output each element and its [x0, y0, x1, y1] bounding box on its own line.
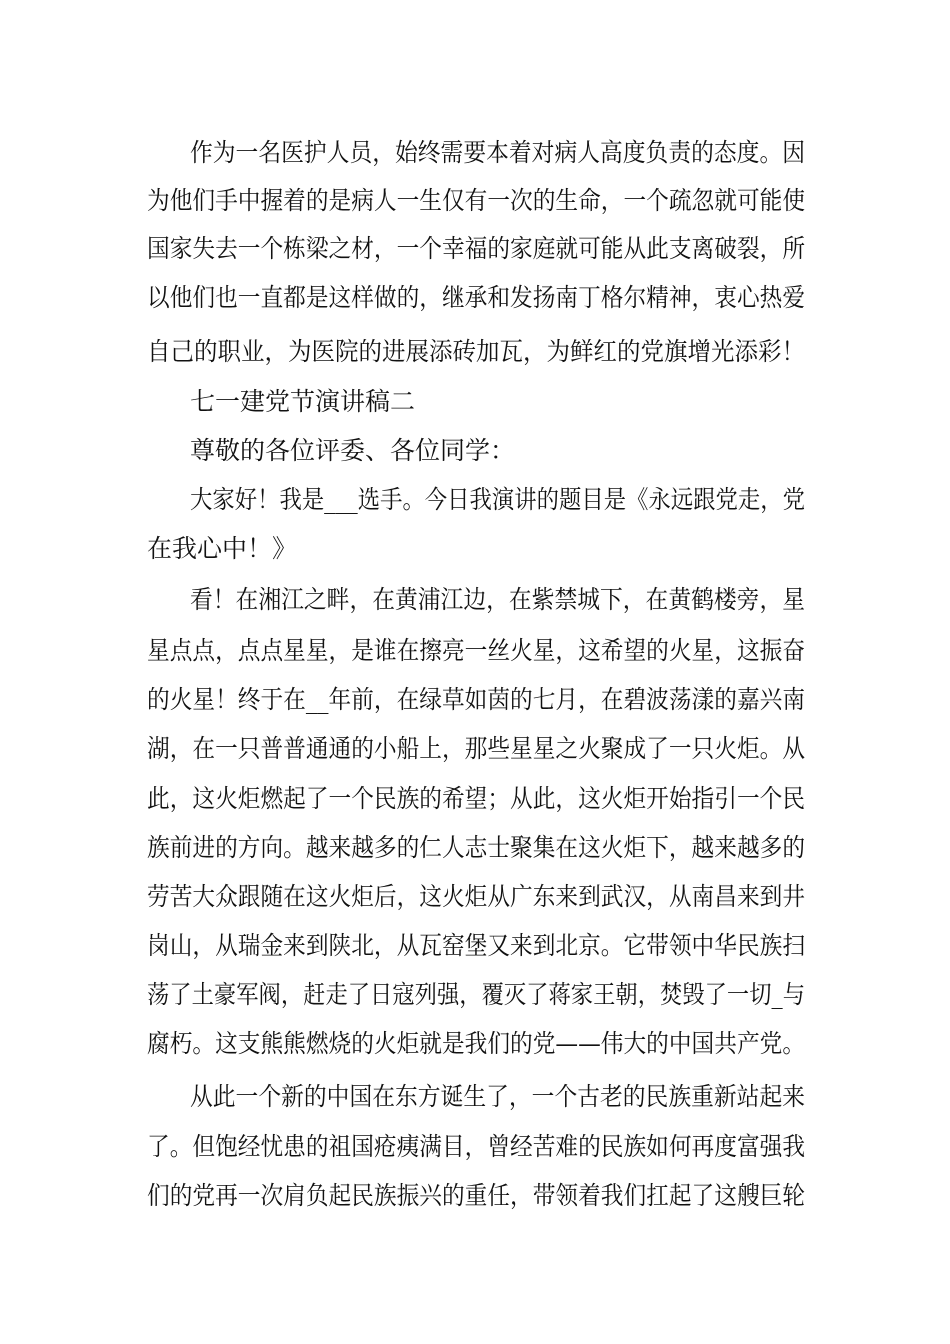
text-line-18-content: 荡了土豪军阀，赶走了日寇列强，覆灭了蒋家王朝，焚毁了一切_与: [147, 980, 806, 1009]
text-line-5: [0, 327, 950, 377]
text-line-16-content: 劳苦大众跟随在这火炬后，这火炬从广东来到武汉，从南昌来到井: [147, 882, 806, 911]
text-line-4: [0, 273, 950, 323]
text-line-3-content: 国家失去一个栋梁之材，一个幸福的家庭就可能从此支离破裂，所: [147, 234, 806, 263]
text-line-22: [0, 1171, 950, 1221]
text-line-15-content: 族前进的方向。越来越多的仁人志士聚集在这火炬下，越来越多的: [147, 833, 806, 862]
text-line-4-content: 以他们也一直都是这样做的，继承和发扬南丁格尔精神，衷心热爱: [147, 283, 806, 312]
text-line-9: [0, 524, 950, 574]
text-line-17: [0, 921, 950, 971]
text-line-15: [0, 823, 950, 873]
text-line-8-content: 大家好！我是___选手。今日我演讲的题目是《永远跟党走，党: [190, 485, 805, 514]
text-line-11: [0, 626, 950, 676]
text-line-18: [0, 970, 950, 1020]
text-line-2: [0, 176, 950, 226]
text-line-13: [0, 724, 950, 774]
text-line-7: [0, 426, 950, 476]
text-line-20: [0, 1072, 950, 1122]
text-line-10: [0, 575, 950, 625]
text-line-12-content: 的火星！终于在__年前，在绿草如茵的七月，在碧波荡漾的嘉兴南: [147, 685, 806, 714]
text-line-14: [0, 774, 950, 824]
text-line-2-content: 为他们手中握着的是病人一生仅有一次的生命，一个疏忽就可能使: [147, 186, 806, 215]
text-line-12: [0, 675, 950, 725]
text-line-16: [0, 872, 950, 922]
text-line-19-content: 腐朽。这支熊熊燃烧的火炬就是我们的党——伟大的中国共产党。: [147, 1029, 806, 1058]
text-line-21-content: 了。但饱经忧患的祖国疮痍满目，曾经苦难的民族如何再度富强我: [147, 1132, 806, 1161]
text-line-14-content: 此，这火炬燃起了一个民族的希望；从此，这火炬开始指引一个民: [147, 784, 806, 813]
text-line-9-content: 在我心中！》: [147, 534, 298, 563]
text-line-10-content: 看！在湘江之畔，在黄浦江边，在紫禁城下，在黄鹤楼旁，星: [190, 585, 806, 614]
text-line-20-content: 从此一个新的中国在东方诞生了，一个古老的民族重新站起来: [190, 1082, 806, 1111]
text-line-19: [0, 1019, 950, 1069]
text-line-8: [0, 475, 950, 525]
text-line-11-content: 星点点，点点星星，是谁在擦亮一丝火星，这希望的火星，这振奋: [147, 636, 806, 665]
text-line-7-content: 尊敬的各位评委、各位同学：: [190, 436, 516, 465]
section-heading: [0, 377, 950, 427]
text-line-22-content: 们的党再一次肩负起民族振兴的重任，带领着我们扛起了这艘巨轮: [147, 1181, 806, 1210]
text-line-1: [0, 128, 950, 178]
section-heading-content: 七一建党节演讲稿二: [190, 387, 416, 416]
text-line-3: [0, 224, 950, 274]
text-line-13-content: 湖，在一只普普通通的小船上，那些星星之火聚成了一只火炬。从: [147, 734, 806, 763]
text-line-17-content: 岗山，从瑞金来到陕北，从瓦窑堡又来到北京。它带领中华民族扫: [147, 931, 806, 960]
text-line-5-content: 自己的职业，为医院的进展添砖加瓦，为鲜红的党旗增光添彩！: [147, 337, 806, 366]
text-line-21: [0, 1122, 950, 1172]
text-line-1-content: 作为一名医护人员，始终需要本着对病人高度负责的态度。因: [190, 138, 806, 167]
